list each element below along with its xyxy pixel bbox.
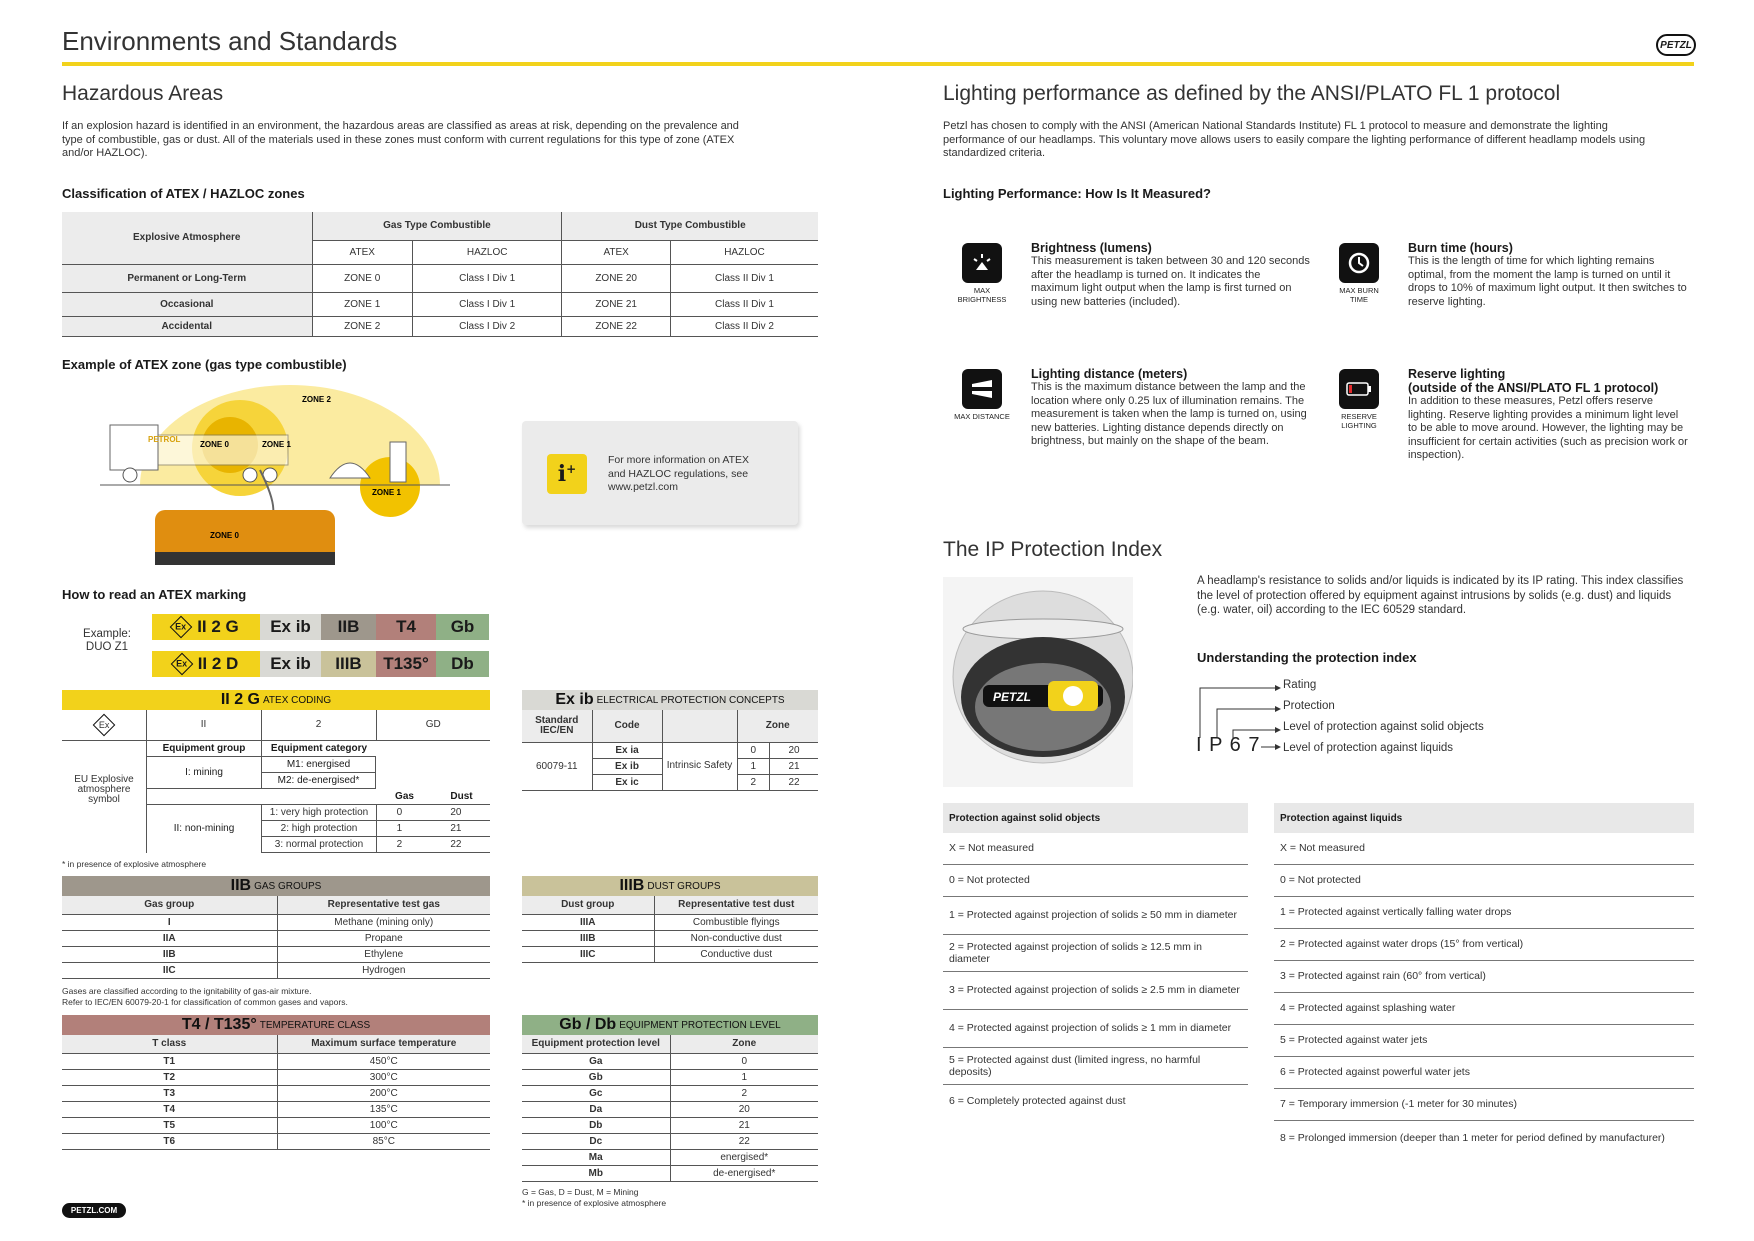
ip-subtitle: Understanding the protection index [1197, 650, 1417, 665]
distance-label: MAX DISTANCE [954, 412, 1010, 421]
burn-time-text: This is the length of time for which lighting remains optimal, from the moment the lamp is turned on until it drops to 10% of maximum light output. It then switches to reserve lighting. [1408, 255, 1687, 308]
burn-time-label: MAX BURN TIME [1339, 286, 1379, 304]
cell: Ma [522, 1149, 670, 1165]
cell: 200°C [277, 1085, 490, 1101]
cell: Class II Div 1 [670, 292, 818, 316]
table-row [522, 1117, 818, 1133]
info-box [522, 421, 798, 525]
brightness-text: This measurement is taken between 30 and 120 seconds after the headlamp is turned on. It indicates the maximum light output when the lamp is first turned on using new batteries (included). [1031, 255, 1310, 308]
petrol-label: PETROL [148, 435, 181, 444]
table-row [522, 1149, 818, 1165]
table-row [522, 930, 818, 946]
gas-groups-table [62, 876, 490, 1008]
distance-block [954, 369, 1010, 421]
cell: Ga [522, 1053, 670, 1069]
temp-cell: T4 [376, 614, 436, 640]
exib-band: Ex ib ELECTRICAL PROTECTION CONCEPTS [522, 690, 818, 710]
table-row [62, 316, 818, 336]
burn-time-block [1331, 243, 1387, 304]
list-item: 8 = Prolonged immersion (deeper than 1 meter for period defined by manufacturer) [1280, 1131, 1665, 1144]
ex-icon: Ex [170, 616, 193, 639]
temperature-table [62, 1015, 490, 1150]
hazard-intro: If an explosion hazard is identified in an environment, the hazardous areas are classified as areas at risk, depending on the prevalence and type of combustible, gas or dust. All of the materials used in these zones must conform with current regulations for this type of zone (ATEX and/or HAZLOC). [62, 120, 739, 159]
dust-groups-table [522, 876, 818, 963]
marking-title: How to read an ATEX marking [62, 587, 247, 602]
table-row [522, 1165, 818, 1181]
list-item: 2 = Protected against projection of solids ≥ 12.5 mm in diameter [943, 935, 1248, 972]
dust-groups-band: IIIB DUST GROUPS [522, 876, 818, 896]
epl-cell: Db [436, 651, 489, 677]
cell: T1 [62, 1053, 277, 1069]
zone2-label: ZONE 2 [302, 395, 331, 404]
cell: I [62, 914, 277, 930]
table-row [522, 914, 818, 930]
list-item: 2 = Protected against water drops (15° from vertical) [1274, 929, 1694, 961]
cell: Class I Div 2 [412, 316, 561, 336]
cell: 100°C [277, 1117, 490, 1133]
cell: 0 [737, 742, 770, 758]
group-cell: Ex II 2 G [152, 614, 260, 640]
table-row [522, 1133, 818, 1149]
cell: 450°C [277, 1053, 490, 1069]
cell: Da [522, 1101, 670, 1117]
concept-cell: Ex ib [260, 651, 321, 677]
table-row [262, 821, 491, 837]
group-cell: Ex II 2 D [152, 651, 260, 677]
ip-solid-table [943, 803, 1248, 1117]
headlamp-bowl-photo [943, 577, 1133, 787]
clock-icon [1339, 243, 1379, 283]
list-item: 3 = Protected against projection of solids ≥ 2.5 mm in diameter [943, 972, 1248, 1010]
distance-title: Lighting distance (meters) [1031, 367, 1188, 381]
cell: ZONE 1 [312, 292, 412, 316]
cell: ZONE 0 [312, 264, 412, 292]
cell: Dc [522, 1133, 670, 1149]
cell: 21 [670, 1117, 818, 1133]
ip-label-protection: Protection [1283, 700, 1335, 712]
cat-rows [261, 805, 490, 854]
cell: 0 [377, 805, 422, 821]
cell: 2: high protection [262, 821, 377, 837]
cell: 2 [377, 837, 422, 853]
cell: 20 [422, 805, 490, 821]
cell: Conductive dust [654, 946, 818, 962]
list-item: 4 = Protected against projection of solids ≥ 1 mm in diameter [943, 1010, 1248, 1048]
ex-icon: Ex [92, 713, 115, 736]
col-ii: II [146, 710, 261, 740]
eu-symbol-label: EU Explosive atmosphere symbol [74, 773, 134, 805]
group-ii: II: non-mining [146, 805, 261, 853]
cell: 1: very high protection [262, 805, 377, 821]
cell: 20 [770, 742, 818, 758]
cell: 300°C [277, 1069, 490, 1085]
sub-hazloc: HAZLOC [412, 240, 561, 264]
table-row [62, 914, 490, 930]
concept-cell: Intrinsic Safety [662, 742, 737, 790]
table-row [62, 1101, 490, 1117]
cell: de-energised* [670, 1165, 818, 1181]
list-item: X = Not measured [1274, 833, 1694, 865]
brightness-icon [962, 243, 1002, 283]
atex-coding-band: II 2 G ATEX CODING [62, 690, 490, 710]
col-test-dust: Representative test dust [654, 896, 818, 914]
eq-group-head: Equipment group [146, 741, 261, 757]
cell: Combustible flyings [654, 914, 818, 930]
row-label: Occasional [62, 292, 312, 316]
cell: 21 [770, 758, 818, 774]
brightness-label: MAX BRIGHTNESS [957, 286, 1007, 304]
cat-m1: M1: energised [261, 757, 376, 773]
temperature-band: T4 / T135° TEMPERATURE CLASS [62, 1015, 490, 1035]
marking-example: Example: DUO Z1 [83, 628, 131, 653]
coding-spacer [146, 789, 376, 805]
brightness-desc [1031, 241, 1311, 309]
epl-note-2: * in presence of explosive atmosphere [522, 1197, 667, 1208]
cell: Propane [277, 930, 490, 946]
table-row [522, 946, 818, 962]
cell: T2 [62, 1069, 277, 1085]
solid-header: Protection against solid objects [943, 803, 1248, 833]
hazard-title: Hazardous Areas [62, 82, 224, 105]
cell: 1 [377, 821, 422, 837]
col-standard: Standard IEC/EN [522, 710, 592, 742]
cell: 85°C [277, 1133, 490, 1149]
cell: T4 [62, 1101, 277, 1117]
list-item: 1 = Protected against projection of solids ≥ 50 mm in diameter [943, 897, 1248, 935]
cell: 135°C [277, 1101, 490, 1117]
cell: Ethylene [277, 946, 490, 962]
concept-cell: Ex ib [260, 614, 321, 640]
epl-table [522, 1015, 818, 1209]
info-text: For more information on ATEX and HAZLOC regulations, see www.petzl.com [608, 454, 750, 493]
beam-icon [962, 369, 1002, 409]
brightness-title: Brightness (lumens) [1031, 241, 1152, 255]
table-row [522, 1053, 818, 1069]
cell: ZONE 2 [312, 316, 412, 336]
table-row [62, 1117, 490, 1133]
table-row [62, 1085, 490, 1101]
ip-label-liquid: Level of protection against liquids [1283, 742, 1454, 754]
col-t-class: T class [62, 1035, 277, 1053]
cell: Class II Div 2 [670, 316, 818, 336]
col-gd: GD [376, 710, 490, 740]
cell: Ex ic [592, 774, 662, 790]
table-row [62, 962, 490, 978]
ex-symbol-cell [62, 710, 146, 740]
liquid-header: Protection against liquids [1274, 803, 1694, 833]
cell: energised* [670, 1149, 818, 1165]
cell: ZONE 21 [562, 292, 671, 316]
gas-groups-band: IIB GAS GROUPS [62, 876, 490, 896]
table-row [262, 837, 491, 853]
ip-liquid-table [1274, 803, 1694, 1155]
col-gas: Gas Type Combustible [312, 212, 562, 240]
cell: Gc [522, 1085, 670, 1101]
cell: IIC [62, 962, 277, 978]
list-item: 6 = Protected against powerful water jets [1274, 1057, 1694, 1089]
gas-note-2: Refer to IEC/EN 60079-20-1 for classification of common gases and vapors. [62, 996, 348, 1007]
cell: Class I Div 1 [412, 292, 561, 316]
cell: IIIC [522, 946, 654, 962]
table-row [62, 1133, 490, 1149]
cell: ZONE 20 [562, 264, 671, 292]
exib-table [522, 690, 818, 791]
cell: Class II Div 1 [670, 264, 818, 292]
cell: 2 [670, 1085, 818, 1101]
epl-cell: Gb [436, 614, 489, 640]
group-i: I: mining [146, 757, 261, 789]
atex-coding-table [62, 690, 490, 869]
reserve-label: RESERVE LIGHTING [1341, 412, 1377, 430]
brightness-block [954, 243, 1010, 304]
cell: 22 [422, 837, 490, 853]
cell: Ex ib [592, 758, 662, 774]
cell: 22 [770, 774, 818, 790]
cell: 0 [670, 1053, 818, 1069]
sub-atex: ATEX [312, 240, 412, 264]
lighting-subtitle: Lighting Performance: How Is It Measured? [943, 186, 1211, 201]
zone1-label: ZONE 1 [262, 440, 291, 449]
list-item: 6 = Completely protected against dust [949, 1094, 1126, 1107]
example-title: Example of ATEX zone (gas type combustible) [62, 357, 347, 372]
table-row [62, 292, 818, 316]
petzl-logo: PETZL [1656, 34, 1696, 56]
col-gas-group: Gas group [62, 896, 277, 914]
coding-body [62, 741, 490, 853]
reserve-block [1331, 369, 1387, 430]
col-2: 2 [261, 710, 376, 740]
list-item: 7 = Temporary immersion (-1 meter for 30 minutes) [1274, 1089, 1694, 1121]
cell: Mb [522, 1165, 670, 1181]
epl-note-1: G = Gas, D = Dust, M = Mining [522, 1186, 639, 1197]
standard-cell: 60079-11 [522, 742, 592, 790]
col-zone: Zone [737, 710, 818, 742]
table-row [522, 1101, 818, 1117]
col-explosive-atmosphere: Explosive Atmosphere [62, 212, 312, 264]
classification-table [62, 212, 818, 337]
reserve-desc [1408, 367, 1688, 463]
lighting-intro: Petzl has chosen to comply with the ANSI (American National Standards Institute) FL 1 protocol to measure and demonstrate the lighting performance of our headlamps. This voluntary move allows users to easily compare the lighting performance of different headlamp models using standardized criteria. [943, 120, 1646, 159]
table-row [522, 1085, 818, 1101]
dust-head: Dust [433, 789, 490, 805]
table-row [522, 1069, 818, 1085]
table-row [522, 742, 818, 758]
list-item: 5 = Protected against water jets [1274, 1025, 1694, 1057]
gas-head: Gas [376, 789, 433, 805]
cell: 1 [737, 758, 770, 774]
marking-row-dust [152, 651, 489, 677]
cell: ZONE 22 [562, 316, 671, 336]
cell: T5 [62, 1117, 277, 1133]
coding-note: * in presence of explosive atmosphere [62, 858, 207, 869]
cell: 2 [737, 774, 770, 790]
zone1b-label: ZONE 1 [372, 488, 401, 497]
cell: IIIA [522, 914, 654, 930]
temp-cell: T135° [376, 651, 436, 677]
ip-title: The IP Protection Index [943, 538, 1163, 561]
cell: Db [522, 1117, 670, 1133]
ip-label-rating: Rating [1283, 679, 1317, 691]
col-test-gas: Representative test gas [277, 896, 490, 914]
table-row [62, 1053, 490, 1069]
gas-note-1: Gases are classified according to the ignitability of gas-air mixture. [62, 985, 312, 996]
cell: 3: normal protection [262, 837, 377, 853]
table-row [62, 946, 490, 962]
table-row [62, 930, 490, 946]
battery-icon [1339, 369, 1379, 409]
table-row [62, 264, 818, 292]
info-icon: i + [547, 454, 587, 494]
distance-text: This is the maximum distance between the lamp and the location where only 0.25 lux of illumination remains. The measurement is taken when the lamp is turned on, using new batteries. Lighting distance depends directly on brightness, but mainly on the shape of the beam. [1031, 381, 1307, 447]
petzl-url-badge[interactable]: PETZL.COM [62, 1203, 126, 1218]
lighting-title: Lighting performance as defined by the ANSI/PLATO FL 1 protocol [943, 82, 1561, 105]
ex-icon: Ex [170, 653, 193, 676]
col-max-temp: Maximum surface temperature [277, 1035, 490, 1053]
sub-atex: ATEX [562, 240, 671, 264]
ip-code: I P 6 7 [1196, 734, 1261, 756]
table-row [262, 805, 491, 821]
list-item: 5 = Protected against dust (limited ingress, no harmful deposits) [943, 1048, 1248, 1085]
distance-desc [1031, 367, 1311, 449]
bowl-logo-text: PETZL [993, 690, 1031, 704]
cell: Non-conductive dust [654, 930, 818, 946]
burn-time-title: Burn time (hours) [1408, 241, 1513, 255]
atex-zone-illustration [100, 380, 450, 570]
col-code: Code [592, 710, 662, 742]
cell: Methane (mining only) [277, 914, 490, 930]
cell: Ex ia [592, 742, 662, 758]
cell: 22 [670, 1133, 818, 1149]
reserve-title: Reserve lighting [1408, 367, 1506, 381]
ip-intro: A headlamp's resistance to solids and/or liquids is indicated by its IP rating. This index classifies the level of protection offered by equipment against intrusions by solids (e.g. dust) and liquids (e.g. water, oil) according to the IEC 60529 standard. [1197, 575, 1684, 616]
cell: Hydrogen [277, 962, 490, 978]
cell: IIIB [522, 930, 654, 946]
cell: 20 [670, 1101, 818, 1117]
row-label: Permanent or Long-Term [62, 264, 312, 292]
cell: IIA [62, 930, 277, 946]
col-concept [662, 710, 737, 742]
reserve-text: In addition to these measures, Petzl offers reserve lighting. Reserve lighting provides a minimum light level to be able to move around. However, the lighting may be insufficient for certain activities (such as precision work or inspection). [1408, 395, 1688, 461]
page-title: Environments and Standards [62, 26, 398, 56]
col-zone: Zone [670, 1035, 818, 1053]
cat-m2: M2: de-energised* [261, 773, 376, 789]
row-label: Accidental [62, 316, 312, 336]
list-item: 3 = Protected against rain (60° from vertical) [1274, 961, 1694, 993]
dust-group-cell: IIIB [321, 651, 376, 677]
list-item: X = Not measured [943, 833, 1248, 865]
sub-hazloc: HAZLOC [670, 240, 818, 264]
title-underline [62, 62, 1694, 66]
ip-label-solid: Level of protection against solid objects [1283, 721, 1484, 733]
cell: T3 [62, 1085, 277, 1101]
gas-group-cell: IIB [321, 614, 376, 640]
cell: Gb [522, 1069, 670, 1085]
cell: IIB [62, 946, 277, 962]
list-item: 1 = Protected against vertically falling water drops [1274, 897, 1694, 929]
classification-title: Classification of ATEX / HAZLOC zones [62, 186, 305, 201]
list-item: 4 = Protected against splashing water [1274, 993, 1694, 1025]
zone0b-label: ZONE 0 [210, 531, 239, 540]
cell: T6 [62, 1133, 277, 1149]
burn-time-desc [1408, 241, 1688, 309]
col-dust: Dust Type Combustible [562, 212, 818, 240]
list-item: 0 = Not protected [943, 865, 1248, 897]
eq-cat-head: Equipment category [261, 741, 376, 757]
col-epl: Equipment protection level [522, 1035, 670, 1053]
cell: Class I Div 1 [412, 264, 561, 292]
col-dust-group: Dust group [522, 896, 654, 914]
marking-row-gas [152, 614, 489, 640]
zone0-label: ZONE 0 [200, 440, 229, 449]
list-item: 0 = Not protected [1274, 865, 1694, 897]
cell: 1 [670, 1069, 818, 1085]
cell: 21 [422, 821, 490, 837]
reserve-title-2: (outside of the ANSI/PLATO FL 1 protocol) [1408, 381, 1659, 395]
table-row [62, 1069, 490, 1085]
epl-band: Gb / Db EQUIPMENT PROTECTION LEVEL [522, 1015, 818, 1035]
